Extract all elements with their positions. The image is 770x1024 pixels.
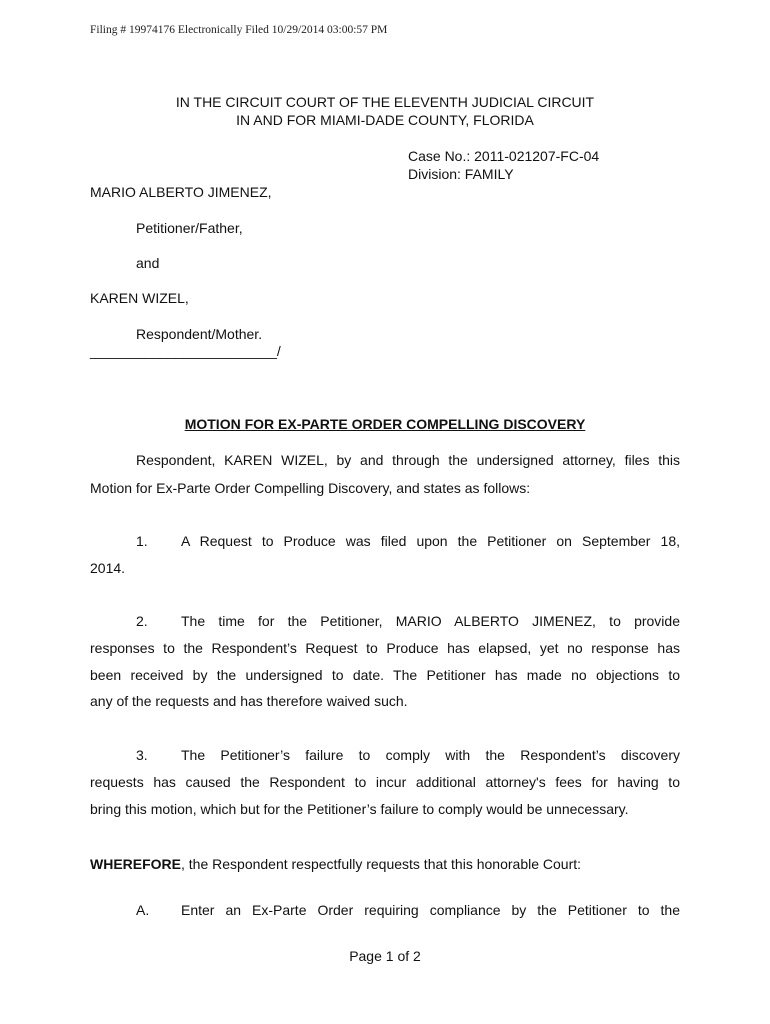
paragraph-2-line-1: The time for the Petitioner, MARIO ALBERTO JIMENEZ, to provide bbox=[181, 613, 680, 629]
paragraph-2-line-4: any of the requests and has therefore waived such. bbox=[90, 693, 408, 709]
division: Division: FAMILY bbox=[408, 166, 514, 182]
petitioner-role: Petitioner/Father, bbox=[136, 220, 243, 236]
filing-header: Filing # 19974176 Electronically Filed 10/29/2014 03:00:57 PM bbox=[90, 24, 388, 36]
paragraph-2-line-2: responses to the Respondent’s Request to Produce has elapsed, yet no response has bbox=[90, 640, 680, 656]
page-number: Page 1 of 2 bbox=[349, 948, 421, 964]
court-name-line-1: IN THE CIRCUIT COURT OF THE ELEVENTH JUDICIAL CIRCUIT bbox=[175, 94, 595, 110]
wherefore-keyword: WHEREFORE bbox=[90, 856, 181, 872]
respondent-name: KAREN WIZEL, bbox=[90, 290, 189, 306]
paragraph-3-number: 3. bbox=[136, 747, 148, 763]
court-name-line-2: IN AND FOR MIAMI-DADE COUNTY, FLORIDA bbox=[236, 112, 534, 128]
respondent-role: Respondent/Mother. bbox=[136, 326, 263, 342]
paragraph-1-line-1: A Request to Produce was filed upon the Petitioner on September 18, bbox=[181, 533, 680, 549]
item-a-line-1: Enter an Ex-Parte Order requiring compliance by the Petitioner to the bbox=[181, 902, 680, 918]
petitioner-name: MARIO ALBERTO JIMENEZ, bbox=[90, 184, 272, 200]
intro-line-1: Respondent, KAREN WIZEL, by and through the undersigned attorney, files this bbox=[136, 452, 680, 468]
caption-conjunction: and bbox=[136, 255, 160, 271]
motion-title: MOTION FOR EX-PARTE ORDER COMPELLING DISCOVERY bbox=[184, 416, 586, 432]
intro-line-2: Motion for Ex-Parte Order Compelling Discovery, and states as follows: bbox=[90, 480, 531, 496]
item-a-letter: A. bbox=[136, 902, 150, 918]
wherefore-clause bbox=[90, 856, 581, 872]
paragraph-3-line-1: The Petitioner’s failure to comply with the Respondent’s discovery bbox=[181, 747, 680, 763]
wherefore-text: , the Respondent respectfully requests that this honorable Court: bbox=[181, 856, 582, 872]
paragraph-2-number: 2. bbox=[136, 613, 148, 629]
paragraph-1-line-2: 2014. bbox=[90, 560, 126, 576]
caption-signature-line: ________________________/ bbox=[90, 343, 281, 359]
paragraph-2-line-3: been received by the undersigned to date. The Petitioner has made no objections to bbox=[90, 667, 680, 683]
paragraph-3-line-2: requests has caused the Respondent to incur additional attorney's fees for having to bbox=[90, 774, 680, 790]
paragraph-1-number: 1. bbox=[136, 533, 148, 549]
paragraph-3-line-3: bring this motion, which but for the Petitioner’s failure to comply would be unnecessary. bbox=[90, 801, 629, 817]
case-number: Case No.: 2011-021207-FC-04 bbox=[408, 148, 600, 164]
